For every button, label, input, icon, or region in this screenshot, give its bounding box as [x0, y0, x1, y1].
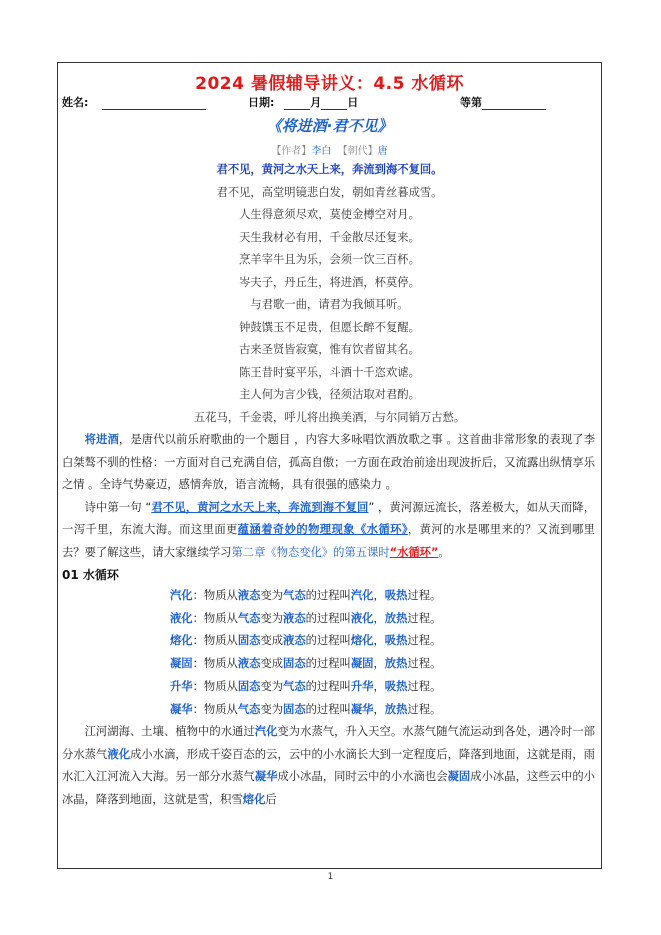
def-text: 变成 [260, 657, 284, 671]
def-comma: ， [373, 679, 385, 693]
month-blank[interactable] [284, 97, 310, 110]
def-comma: ， [373, 702, 385, 716]
def-term: 凝固 [170, 657, 193, 671]
poem-line: 人生得意须尽欢，莫使金樽空对月。 [239, 208, 420, 221]
name-blank[interactable] [102, 97, 206, 110]
month-label: 月 [310, 96, 322, 109]
def-term: 熔化 [170, 634, 193, 648]
definition-row [170, 585, 601, 608]
def-term-repeat: 熔化 [350, 634, 374, 648]
poem-line: 君不见，高堂明镜悲白发，朝如青丝暮成雪。 [216, 185, 443, 199]
p2-end: 。 [438, 545, 450, 559]
quoted-line: 君不见，黄河之水天上来，奔流到海不复回 [151, 500, 369, 514]
date-label: 日期: [248, 96, 275, 109]
def-text: 的过程叫 [305, 634, 351, 648]
definition-row [170, 630, 601, 653]
water-cycle-phrase: 蕴涵着奇妙的物理现象《水循环》 [237, 523, 408, 536]
def-text: 过程。 [407, 611, 442, 625]
handout-frame [57, 62, 602, 869]
heat-type: 放热 [384, 611, 408, 625]
def-term: 液化 [170, 611, 193, 625]
heat-type: 吸热 [384, 634, 408, 648]
def-colon: ： [192, 611, 204, 625]
state-from: 气态 [237, 702, 261, 716]
def-text: 过程。 [407, 589, 442, 602]
poem-line: 五花马，千金裘，呼儿将出换美酒，与尔同销万古愁。 [193, 410, 466, 424]
page-number: 1 [327, 872, 334, 882]
grade-field [460, 94, 546, 110]
def-comma: ， [373, 611, 385, 625]
kw-vaporization: 汽化 [254, 725, 278, 739]
state-from: 液态 [237, 589, 261, 602]
heat-type: 放热 [384, 657, 408, 671]
def-colon: ： [192, 589, 204, 602]
def-term: 汽化 [170, 589, 193, 602]
state-to: 固态 [283, 702, 306, 716]
grade-blank[interactable] [482, 97, 546, 110]
poem-highlight-line: 君不见，黄河之水天上来，奔流到海不复回。 [216, 163, 443, 176]
author-tag: 【作者】 [271, 146, 312, 157]
name-field [62, 94, 206, 110]
cycle-t1: 江河湖海、土壤、植物中的水通过 [84, 725, 255, 739]
heat-type: 放热 [384, 702, 408, 716]
def-text: 物质从 [203, 679, 238, 693]
def-term-repeat: 液化 [350, 611, 374, 625]
def-text: 过程。 [407, 702, 442, 716]
def-term-repeat: 汽化 [350, 589, 374, 602]
definition-row [170, 699, 601, 722]
intro-text: ，是唐代以前乐府歌曲的一个题目 ，内容大多咏唱饮酒放歌之事 。这首曲非常形象的表现了李白桀骜不驯的性格：一方面对自己充满自信，孤高自傲；一方面在政治前途出现波折后，又流露出纵情享乐之情 。全诗气势豪迈，感情奔放，语言流畅，具有很强的感染力 。 [62, 433, 595, 491]
def-colon: ： [192, 702, 204, 716]
def-text: 的过程叫 [305, 657, 351, 671]
def-text: 变为 [260, 611, 284, 625]
def-text: 变成 [260, 634, 284, 648]
p2-text-b: ” ，黄河源远流长，落差极大，如从天而降，一泻千里，东流大海。而这里面更 [62, 500, 595, 536]
def-term: 升华 [170, 679, 193, 693]
def-text: 的过程叫 [305, 589, 351, 602]
state-to: 液态 [283, 611, 306, 625]
def-text: 变为 [260, 589, 284, 602]
kw-liquefaction: 液化 [107, 747, 131, 761]
def-text: 的过程叫 [305, 679, 351, 693]
poem-line: 钟鼓馔玉不足贵，但愿长醉不复醒。 [239, 320, 420, 334]
definition-row [170, 608, 601, 631]
keyword-jiangjinjiu: 将进酒 [84, 433, 119, 446]
state-to: 固态 [283, 657, 306, 671]
cycle-t3: 成小水滴，形成千姿百态的云，云中的小水滴长大到一定程度后，降落到地面，这就是雨，雨水汇入江河流入大海。另一部分水蒸气 [62, 747, 595, 784]
def-text: 物质从 [203, 634, 238, 648]
def-comma: ， [373, 589, 385, 602]
poem-author[interactable]: 李白 [311, 146, 332, 157]
p2-text-c: ，黄河的水是哪里来的？又流到哪里去？要了解这些，请大家继续学习 [62, 523, 595, 559]
def-text: 过程。 [407, 634, 442, 648]
state-from: 气态 [237, 611, 261, 625]
poem-meta [58, 142, 601, 157]
cycle-t4: 成小冰晶，同时云中的小水滴也会 [277, 770, 448, 784]
def-term: 凝华 [170, 702, 193, 716]
def-text: 过程。 [407, 679, 442, 693]
state-from: 固态 [237, 679, 261, 693]
def-colon: ： [192, 634, 204, 648]
state-from: 固态 [237, 634, 261, 648]
def-colon: ： [192, 657, 204, 671]
definition-row [170, 653, 601, 676]
poem-dynasty[interactable]: 唐 [377, 146, 388, 157]
kw-solidification: 凝固 [447, 770, 471, 784]
date-field [248, 94, 358, 110]
kw-melting: 熔化 [242, 792, 266, 806]
chapter-ref: 第二章《物态变化》的第五课时 [231, 545, 390, 559]
def-text: 变为 [260, 702, 284, 716]
def-text: 物质从 [203, 657, 238, 671]
state-from: 液态 [237, 657, 261, 671]
poem-line: 岑夫子，丹丘生，将进酒，杯莫停。 [239, 275, 420, 289]
def-text: 的过程叫 [305, 702, 351, 716]
state-to: 气态 [283, 679, 306, 693]
intro-paragraph-2 [62, 497, 595, 565]
def-comma: ， [373, 657, 385, 671]
poem-line: 陈王昔时宴平乐，斗酒十千恣欢谑。 [239, 365, 420, 379]
def-text: 过程。 [407, 657, 442, 671]
def-comma: ， [373, 634, 385, 648]
p2-text-a: 诗中第一句 “ [84, 500, 152, 514]
name-label: 姓名: [62, 96, 89, 109]
def-text: 变为 [260, 679, 284, 693]
poem-line: 烹羊宰牛且为乐，会须一饮三百杯。 [239, 253, 420, 266]
cycle-t6: 后 [265, 792, 277, 806]
cycle-t2: 变为水蒸气，升入天空。水蒸气随气流运动到各处，遇冷时一部分水蒸气 [62, 725, 595, 761]
def-term-repeat: 凝固 [350, 657, 374, 671]
water-cycle-paragraph [62, 721, 595, 811]
student-info-row [58, 94, 601, 112]
page-title: 2024 暑假辅导讲义：4.5 水循环 [195, 74, 464, 94]
grade-label: 等第 [460, 96, 482, 109]
heat-type: 吸热 [384, 589, 408, 602]
def-text: 物质从 [203, 702, 238, 716]
poem-title: 《将进酒·君不见》 [266, 117, 393, 135]
poem-line: 古来圣贤皆寂寞，惟有饮者留其名。 [239, 343, 420, 356]
def-text: 物质从 [203, 589, 238, 602]
cycle-t5: 成小冰晶，这些云中的小冰晶，降落到地面，这就是雪，积雪 [62, 770, 595, 806]
day-label: 日 [347, 96, 359, 109]
def-colon: ： [192, 679, 204, 693]
intro-paragraph-1 [62, 429, 595, 497]
day-blank[interactable] [321, 97, 347, 110]
poem-line: 主人何为言少钱，径须沽取对君酌。 [239, 388, 420, 401]
kw-deposition: 凝华 [254, 770, 278, 784]
poem-line: 天生我材必有用，千金散尽还复来。 [239, 230, 420, 244]
poem-lines [58, 182, 601, 430]
state-to: 液态 [283, 634, 306, 648]
def-term-repeat: 凝华 [350, 702, 374, 716]
heat-type: 吸热 [384, 679, 408, 693]
lesson-ref: “水循环” [389, 545, 439, 559]
poem-line: 与君歌一曲，请君为我倾耳听。 [250, 298, 409, 311]
definition-row [170, 676, 601, 699]
def-text: 物质从 [203, 611, 238, 625]
def-term-repeat: 升华 [350, 679, 374, 693]
section-heading: 01 水循环 [62, 568, 119, 582]
definitions-list [58, 585, 601, 721]
dynasty-tag: 【朝代】 [337, 146, 378, 157]
state-to: 气态 [283, 589, 306, 602]
def-text: 的过程叫 [305, 611, 351, 625]
